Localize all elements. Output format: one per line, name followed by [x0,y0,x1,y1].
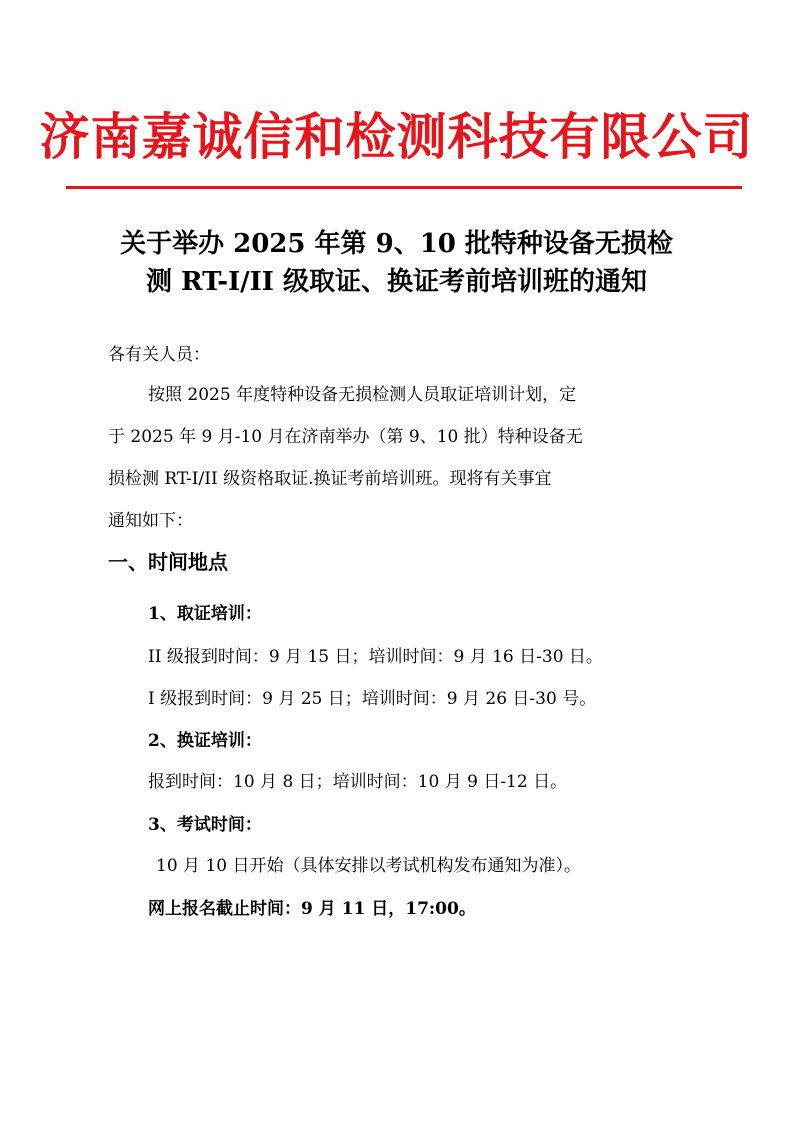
item-heading-certification-training: 1、取证培训： [148,604,262,624]
intro-paragraph-line-4: 通知如下： [108,511,193,531]
document-title-line-2: 测 RT-I/II 级取证、换证考前培训班的通知 [145,267,648,297]
document-title-line-1: 关于举办 2025 年第 9、10 批特种设备无损检 [120,229,673,259]
item-heading-renewal-training: 2、换证培训： [148,731,262,751]
exam-start-note: 10 月 10 日开始（具体安排以考试机构发布通知为准）。 [156,856,581,876]
intro-paragraph-line-2: 于 2025 年 9 月-10 月在济南举办（第 9、10 批）特种设备无 [108,427,583,447]
company-letterhead: 济南嘉诚信和检测科技有限公司 [39,107,754,166]
letterhead-divider [66,186,742,189]
level-1-schedule: I 级报到时间：9 月 25 日；培训时间：9 月 26 日-30 号。 [148,689,597,709]
level-2-schedule: II 级报到时间：9 月 15 日；培训时间：9 月 16 日-30 日。 [148,647,603,667]
item-heading-exam-time: 3、考试时间： [148,815,262,835]
intro-paragraph-line-3: 损检测 RT-I/II 级资格取证.换证考前培训班。现将有关事宜 [108,469,552,489]
renewal-schedule: 报到时间：10 月 8 日；培训时间：10 月 9 日-12 日。 [148,772,568,792]
salutation: 各有关人员： [108,345,210,365]
section-heading-time-location: 一、时间地点 [108,550,228,574]
registration-deadline: 网上报名截止时间：9 月 11 日，17:00。 [148,899,476,919]
intro-paragraph-line-1: 按照 2025 年度特种设备无损检测人员取证培训计划，定 [148,385,577,405]
